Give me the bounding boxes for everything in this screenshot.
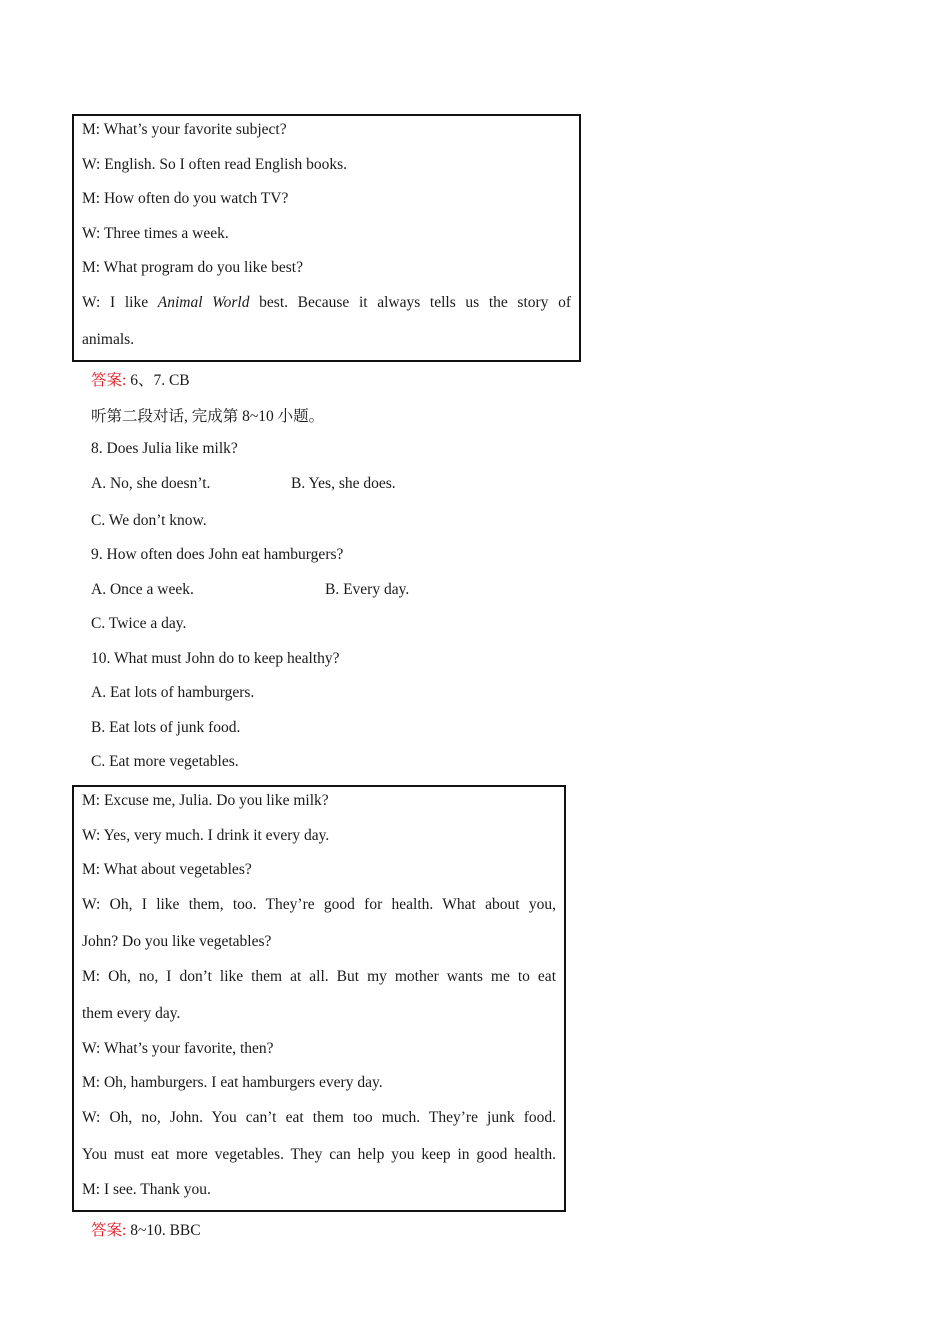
question-stem: 8. Does Julia like milk? [91,440,238,457]
dialogue-line: W: English. So I often read English books. [82,156,348,173]
dialogue-line: M: Oh, no, I don’t like them at all. But my mother wants me to eat [82,968,556,985]
answer-text: 8~10. BBC [126,1222,201,1239]
dialogue-line: M: How often do you watch TV? [82,190,289,207]
dialogue-line: W: Three times a week. [82,225,229,242]
program-title: Animal World [157,294,250,311]
dialogue-line: You must eat more vegetables. They can help you keep in good health. [82,1146,556,1163]
option-b: B. Eat lots of junk food. [91,719,241,736]
dialogue-line-wrapped [82,294,571,312]
dialogue-line: W: Oh, I like them, too. They’re good for health. What about you, [82,896,556,913]
section-intro: 听第二段对话, 完成第 8~10 小题。 [91,408,325,425]
dialogue-box-1 [72,114,581,362]
dialogue-line: M: I see. Thank you. [82,1181,211,1198]
option-b: B. Every day. [325,581,410,598]
option-a: A. Once a week. [91,581,194,598]
answer-1 [91,368,190,390]
answer-label: 答案: [91,372,127,389]
option-c: C. We don’t know. [91,512,207,529]
option-b: B. Yes, she does. [291,475,396,492]
dialogue-line: M: What program do you like best? [82,259,303,276]
answer-2 [91,1218,201,1240]
option-a: A. No, she doesn’t. [91,475,211,492]
answer-text: 6、7. CB [126,372,190,389]
dialogue-line: W: What’s your favorite, then? [82,1040,274,1057]
option-c: C. Eat more vegetables. [91,753,239,770]
dialogue-line: W: Yes, very much. I drink it every day. [82,827,330,844]
dialogue-line: M: What about vegetables? [82,861,252,878]
answer-label: 答案: [91,1222,127,1239]
dialogue-line: them every day. [82,1005,181,1022]
dialogue-text: best. Because it always tells us the story of [249,294,571,311]
dialogue-line: M: Excuse me, Julia. Do you like milk? [82,792,329,809]
dialogue-line: M: Oh, hamburgers. I eat hamburgers every day. [82,1074,383,1091]
question-stem: 10. What must John do to keep healthy? [91,650,340,667]
question-stem: 9. How often does John eat hamburgers? [91,546,344,563]
dialogue-line: M: What’s your favorite subject? [82,121,287,138]
dialogue-line: W: Oh, no, John. You can’t eat them too much. They’re junk food. [82,1109,556,1126]
option-c: C. Twice a day. [91,615,187,632]
dialogue-text: W: I like [82,294,158,311]
dialogue-box-2 [72,785,566,1212]
dialogue-line: John? Do you like vegetables? [82,933,272,950]
option-a: A. Eat lots of hamburgers. [91,684,255,701]
dialogue-line: animals. [82,331,135,348]
